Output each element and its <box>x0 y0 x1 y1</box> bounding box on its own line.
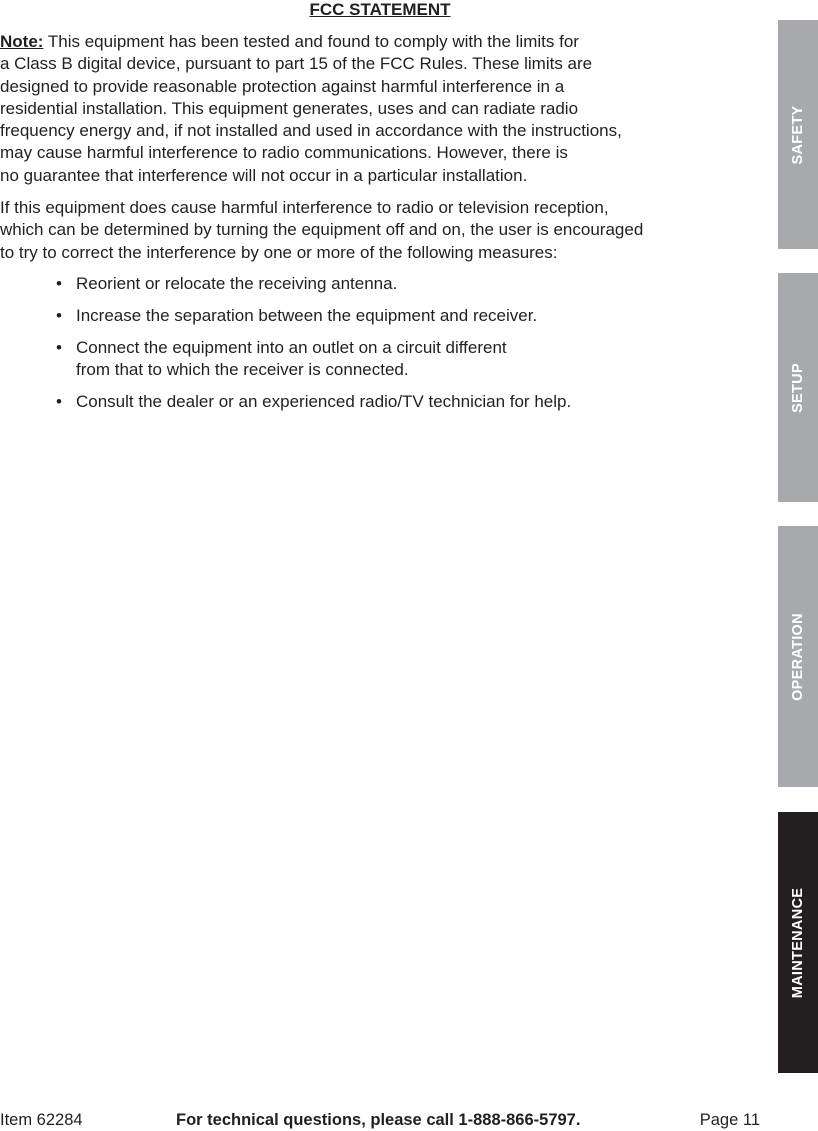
measures-list <box>0 273 736 422</box>
list-item <box>0 273 736 295</box>
bullet-icon: • <box>56 274 62 293</box>
tab-maintenance[interactable] <box>778 812 818 1073</box>
interference-paragraph: If this equipment does cause harmful interference to radio or television reception, which can be determined by turning the equipment off and on, the user is encouraged to try to correct the interference by one or more of the following measures: <box>0 198 644 262</box>
page-number: Page 11 <box>699 1111 760 1129</box>
note-text: This equipment has been tested and found to comply with the limits for a Class B digital device, pursuant to part 15 of the FCC Rules. These limits are designed to provide reasonable protection against harmful interference in a residential installation. This equipment generates, uses and can radiate radio frequency energy and, if not installed and used in accordance with the instructions, may cause harmful interference to radio communications. However, there is no guarantee that interference will not occur in a particular installation. <box>0 32 622 185</box>
tab-label: MAINTENANCE <box>790 887 806 998</box>
tab-safety[interactable] <box>778 20 818 249</box>
list-item <box>0 391 736 413</box>
list-item-text: Connect the equipment into an outlet on a circuit different from that to which the receiver is connected. <box>76 337 507 379</box>
tab-label: SAFETY <box>790 105 806 164</box>
bullet-icon: • <box>56 305 62 325</box>
note-label: Note: <box>0 32 44 51</box>
item-number: Item 62284 <box>0 1111 83 1129</box>
note-paragraph <box>0 31 740 187</box>
tab-setup[interactable] <box>778 273 818 502</box>
page-title: FCC STATEMENT <box>309 0 451 19</box>
list-item-text: Increase the separation between the equipment and receiver. <box>76 305 538 325</box>
bullet-icon: • <box>56 337 62 357</box>
help-line: For technical questions, please call 1-888-866-5797. <box>176 1111 581 1129</box>
tab-label: OPERATION <box>790 612 806 701</box>
bullet-icon: • <box>56 391 62 411</box>
list-item <box>0 305 736 327</box>
list-item <box>0 337 736 382</box>
tab-operation[interactable] <box>778 526 818 787</box>
list-item-text: Consult the dealer or an experienced radio/TV technician for help. <box>76 391 572 411</box>
list-item-text: Reorient or relocate the receiving antenna. <box>76 274 398 293</box>
page-footer <box>0 1109 760 1131</box>
tab-label: SETUP <box>790 362 806 413</box>
